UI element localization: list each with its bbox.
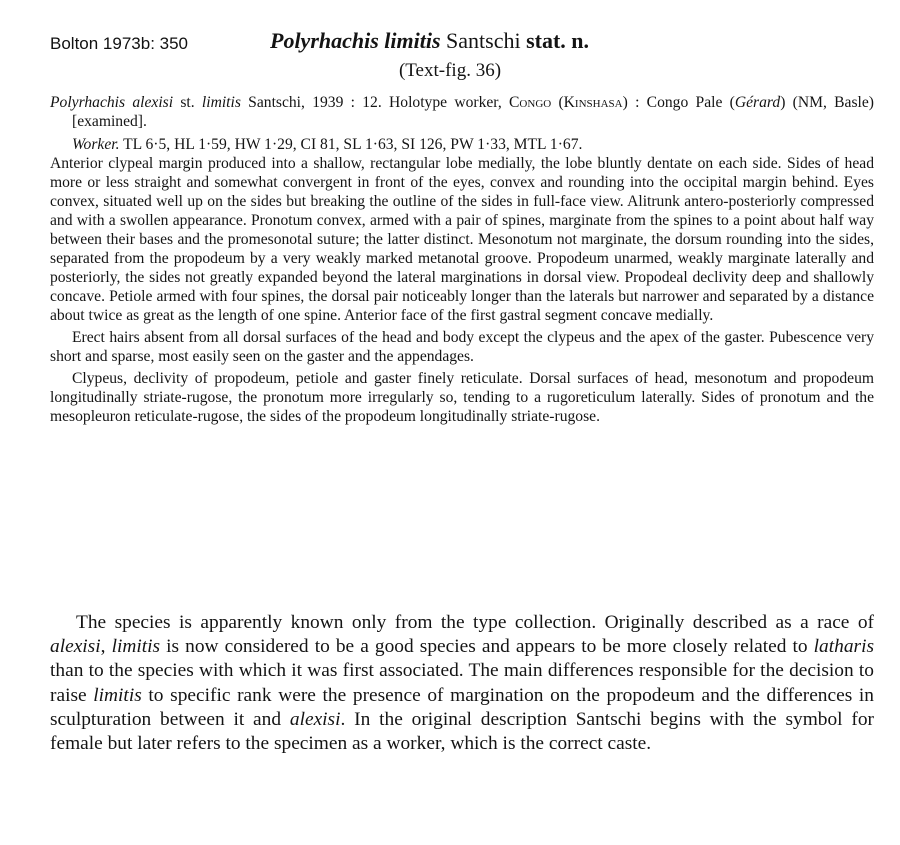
discussion-paragraph <box>50 611 874 756</box>
species-title <box>270 28 589 54</box>
citation: Bolton 1973b: 350 <box>50 34 189 53</box>
synonymy-entry <box>50 93 874 131</box>
notes-taxon-5: alexisi <box>289 708 341 730</box>
notes-text-5: to specific rank were the presence of margination on the propodeum and the differences in sculpturation between it and <box>50 684 874 730</box>
synonym-subname: limitis <box>201 94 241 111</box>
worker-morphology: Anterior clypeal margin produced into a shallow, rectangular lobe medially, the lobe bluntly dentate on each side. Sides of head more or less straight and somewhat convergent in front of the eyes, convex and rounding into the occipital margin behind. Eyes convex, situated well up on the sides but breaking the outline of the sides in full-face view. Alitrunk antero-posteriorly compressed and with a swollen appearance. Pronotum convex, armed with a pair of spines, marginate from the spines to a point about half way between their bases and the promesonotal suture; the latter distinct. Mesonotum not marginate, the dorsum rounding into the sides, separated from the propodeum by a very weakly marked metanotal groove. Propodeum unarmed, weakly marginate laterally and posteriorly, the sides not greatly expanded beyond the lateral marginations in dorsal view. Propodeal declivity deep and shallowly concave. Petiole armed with four spines, the dorsal pair noticeably longer than the laterals but narrower and separated by a distance about twice as great as the length of one spine. Anterior face of the first gastral segment concave medially. <box>50 155 874 324</box>
notes-taxon-3: latharis <box>813 636 875 658</box>
worker-sculpture: Clypeus, declivity of propodeum, petiole and gaster finely reticulate. Dorsal surfaces of head, mesonotum and propodeum longitudinally striate-rugose, the pronotum more irregularly so, tending to a rugoreticulum laterally. Sides of pronotum and the mesopleuron reticulate-rugose, the sides of the propodeum longitudinally striate-rugose. <box>50 370 874 425</box>
notes-text-1: The species is apparently known only from the type collection. Originally described as a race of <box>76 612 874 633</box>
figure-reference: (Text-fig. 36) <box>398 60 502 81</box>
measurements: TL 6·5, HL 1·59, HW 1·29, CI 81, SL 1·63, SI 126, PW 1·33, MTL 1·67. <box>119 136 583 153</box>
discussion-notes <box>50 611 874 756</box>
description-body <box>50 93 874 426</box>
worker-label: Worker. <box>72 136 120 153</box>
depository: ) (NM, Basle) [examined]. <box>72 94 874 130</box>
locality-country: Congo (Kinshasa) <box>509 94 628 111</box>
synonym-author-year: Santschi, 1939 : 12. Holotype worker, <box>240 94 510 111</box>
worker-pilosity: Erect hairs absent from all dorsal surfaces of the head and body except the clypeus and the apex of the gaster. Pubescence very short and sparse, most easily seen on the gaster and the appendages. <box>50 329 874 365</box>
collector: Gérard <box>734 94 781 111</box>
notes-taxon-2: limitis <box>111 636 161 658</box>
synonym-name: Polyrhachis alexisi <box>50 94 174 111</box>
synonym-rank: st. <box>173 94 202 111</box>
species-name: Polyrhachis limitis <box>270 28 441 53</box>
taxonomic-status: stat. n. <box>526 28 590 53</box>
notes-taxon-1: alexisi <box>50 636 101 658</box>
notes-text-3: is now considered to be a good species and appears to be more closely related to <box>160 636 814 658</box>
worker-measurements <box>50 135 874 154</box>
notes-taxon-4: limitis <box>93 684 142 706</box>
notes-text-6: . In the original description Santschi begins with the symbol for female but later refers to the specimen as a worker, which is the correct caste. <box>50 708 874 755</box>
notes-text-2: , <box>100 636 112 658</box>
notes-text-4: than to the species with which it was first associated. The main differences responsible for the decision to raise <box>50 660 874 706</box>
locality-rest: : Congo Pale ( <box>627 94 735 111</box>
species-author: Santschi <box>446 28 521 53</box>
